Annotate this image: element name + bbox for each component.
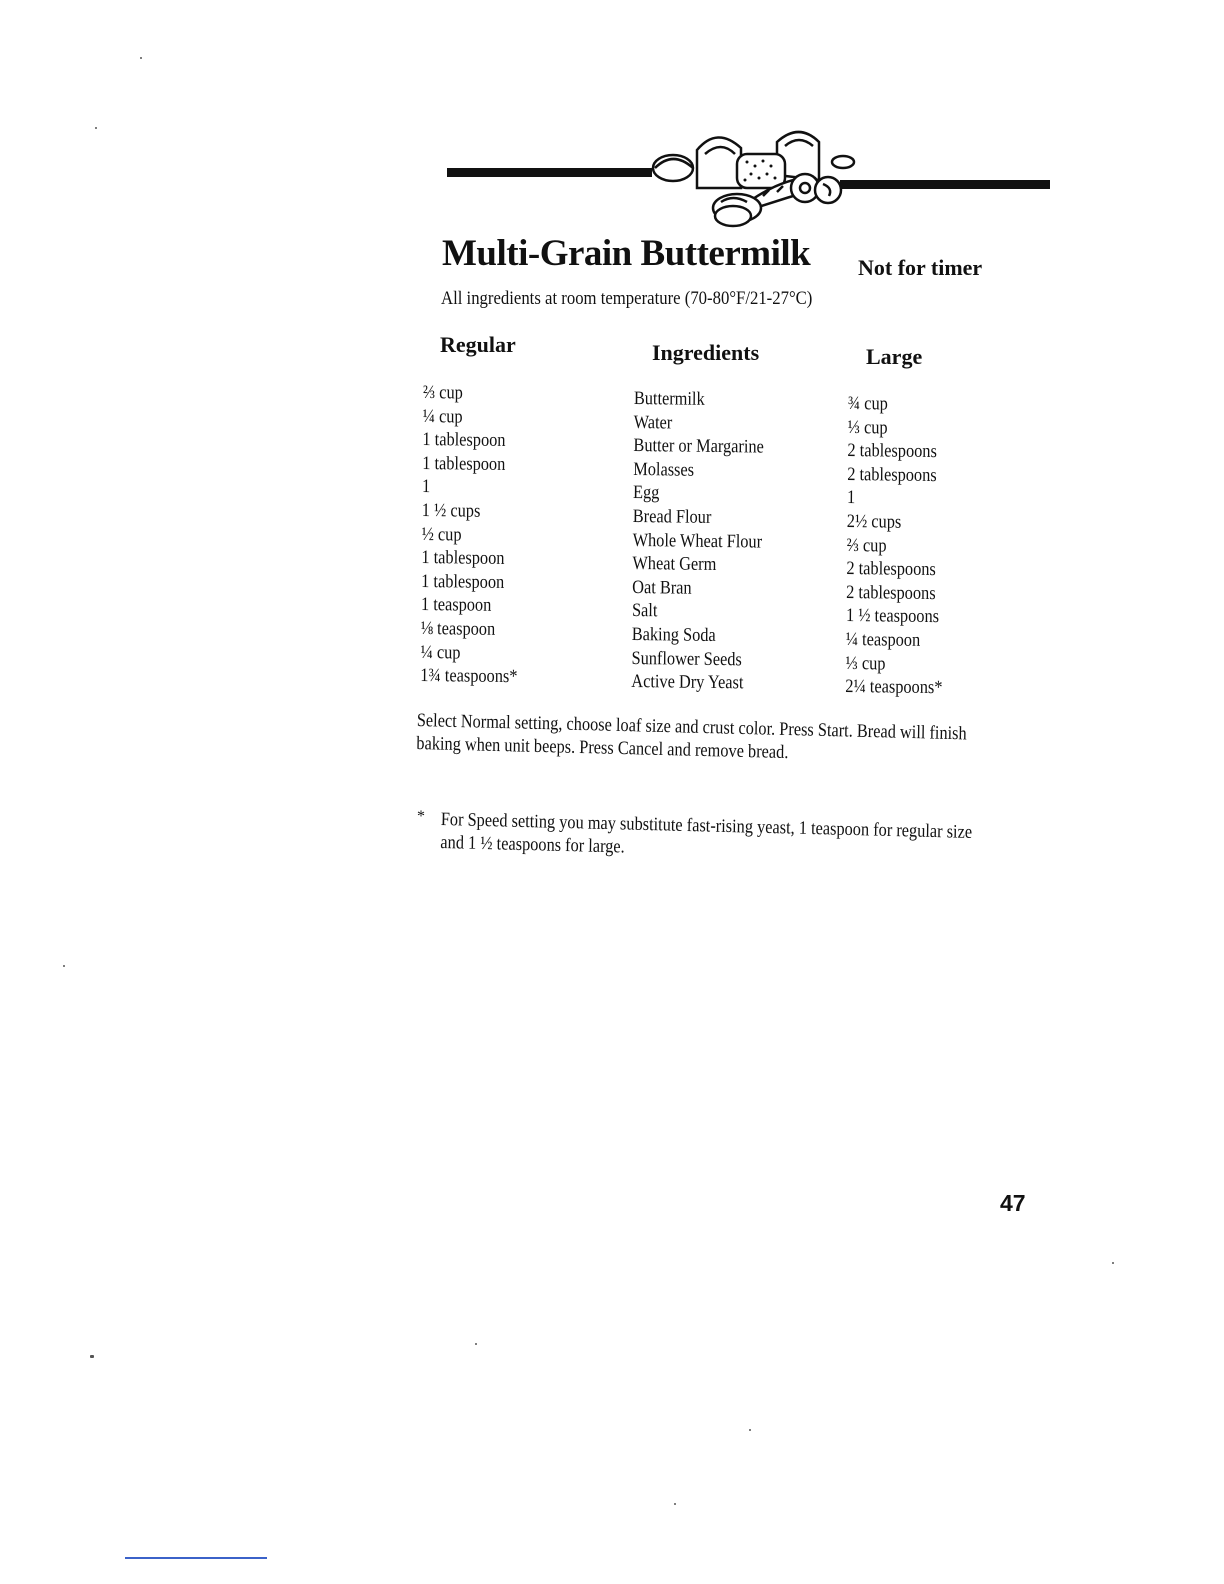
- regular-amount: 1 tablespoon: [422, 452, 506, 475]
- regular-amount: 1 tablespoon: [422, 429, 506, 452]
- timer-note: Not for timer: [858, 255, 983, 280]
- large-amount: ⅓ cup: [847, 416, 888, 439]
- regular-amount: ¼ cup: [420, 641, 461, 664]
- large-amount: 2 tablespoons: [847, 440, 937, 463]
- large-amount: 2 tablespoons: [847, 463, 937, 486]
- ingredient-name: Baking Soda: [631, 623, 716, 646]
- header-rule-left: [447, 168, 652, 177]
- scan-speck: [95, 127, 97, 129]
- regular-amount: ½ cup: [421, 523, 462, 546]
- ingredient-name: Buttermilk: [633, 387, 705, 410]
- regular-amounts-list: [420, 381, 520, 689]
- scan-speck: [90, 1355, 94, 1358]
- regular-amount: 1 ½ cups: [421, 499, 481, 522]
- regular-amount: ⅛ teaspoon: [420, 617, 496, 640]
- scan-speck: [140, 57, 142, 59]
- ingredient-name: Molasses: [633, 458, 695, 481]
- large-amount: 2 tablespoons: [846, 581, 936, 604]
- recipe-title: Multi-Grain Buttermilk: [442, 233, 811, 274]
- ingredient-name: Oat Bran: [632, 576, 692, 599]
- regular-amount: 1 tablespoon: [421, 547, 505, 570]
- regular-amount: 1 teaspoon: [420, 594, 492, 617]
- large-amount: ¾ cup: [847, 392, 888, 415]
- large-amount: ⅔ cup: [846, 534, 887, 557]
- ingredient-name: Wheat Germ: [632, 553, 717, 576]
- ingredient-name: Whole Wheat Flour: [632, 529, 763, 553]
- large-amount: 1 ½ teaspoons: [845, 605, 940, 628]
- ingredient-name: Butter or Margarine: [633, 435, 764, 458]
- ingredient-names-list: [631, 387, 764, 695]
- ingredient-name: Salt: [631, 600, 658, 622]
- large-amount: ¼ teaspoon: [845, 628, 921, 651]
- large-amount: 2 tablespoons: [846, 558, 936, 581]
- page-number: 47: [1000, 1190, 1026, 1216]
- scan-speck: [63, 965, 65, 967]
- large-column-header: Large: [866, 344, 923, 369]
- header-rule-right: [840, 180, 1050, 189]
- ingredient-name: Egg: [632, 482, 660, 504]
- scan-speck: [749, 1429, 751, 1431]
- regular-amount: 1: [421, 476, 431, 498]
- scan-speck: [475, 1343, 477, 1345]
- instructions: Select Normal setting, choose loaf size and crust color. Press Start. Bread will finish baking when unit beeps. Press Cancel and remove bread.: [416, 709, 967, 764]
- regular-amount: 1¾ teaspoons*: [420, 665, 518, 688]
- footnote-text: For Speed setting you may substitute fast-rising yeast, 1 teaspoon for regular size and 1 ½ teaspoons for large.: [440, 808, 973, 858]
- scan-speck: [674, 1503, 676, 1505]
- regular-amount: ⅔ cup: [422, 381, 463, 404]
- footnote-marker: *: [417, 808, 425, 825]
- large-amount: 2¼ teaspoons*: [845, 676, 943, 699]
- large-amount: 1: [846, 487, 856, 509]
- large-amount: ⅓ cup: [845, 652, 886, 675]
- scan-speck: [1112, 1262, 1114, 1264]
- ingredient-name: Water: [633, 411, 673, 434]
- ingredient-name: Bread Flour: [632, 505, 712, 528]
- scan-edge-line: [125, 1557, 267, 1559]
- temperature-note: All ingredients at room temperature (70-80°F/21-27°C): [441, 288, 813, 309]
- large-amount: 2½ cups: [846, 510, 902, 533]
- regular-amount: ¼ cup: [422, 405, 463, 428]
- ingredients-column-header: Ingredients: [652, 340, 760, 365]
- bread-loaves-icon: [645, 120, 860, 235]
- regular-amount: 1 tablespoon: [421, 570, 505, 593]
- regular-column-header: Regular: [440, 332, 516, 357]
- ingredient-name: Active Dry Yeast: [631, 671, 744, 694]
- large-amounts-list: [845, 392, 945, 700]
- ingredient-name: Sunflower Seeds: [631, 647, 742, 670]
